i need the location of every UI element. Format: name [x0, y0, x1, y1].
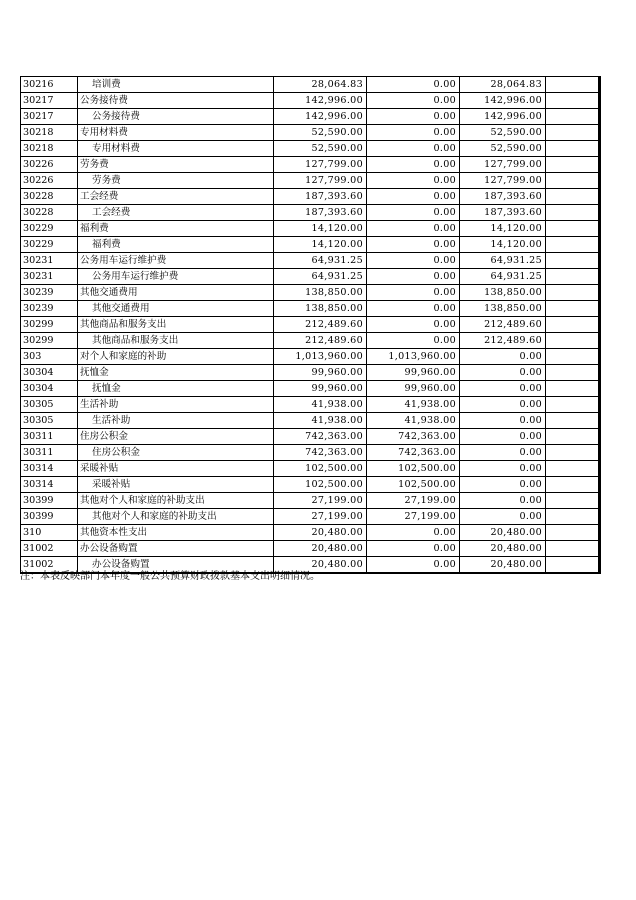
table-row — [21, 365, 600, 381]
row-code-cell: 30304 — [21, 381, 78, 397]
row-code-cell: 31002 — [21, 541, 78, 557]
row-empty-cell — [546, 333, 600, 349]
row-total-cell: 102,500.00 — [274, 461, 367, 477]
expenditure-table-sheet — [20, 76, 599, 574]
row-empty-cell — [546, 509, 600, 525]
row-public-cell: 127,799.00 — [460, 173, 546, 189]
row-total-cell: 742,363.00 — [274, 445, 367, 461]
row-public-cell: 0.00 — [460, 477, 546, 493]
row-empty-cell — [546, 237, 600, 253]
row-code-cell: 31002 — [21, 557, 78, 574]
row-empty-cell — [546, 349, 600, 365]
row-code-cell: 30229 — [21, 221, 78, 237]
row-basic-cell: 102,500.00 — [367, 477, 460, 493]
row-basic-cell: 0.00 — [367, 317, 460, 333]
table-row — [21, 125, 600, 141]
row-name-cell: 培训费 — [78, 77, 274, 93]
row-name-cell: 福利费 — [78, 221, 274, 237]
row-public-cell: 0.00 — [460, 509, 546, 525]
row-public-cell: 52,590.00 — [460, 141, 546, 157]
row-empty-cell — [546, 93, 600, 109]
table-row — [21, 317, 600, 333]
row-basic-cell: 0.00 — [367, 77, 460, 93]
row-total-cell: 138,850.00 — [274, 285, 367, 301]
row-total-cell: 64,931.25 — [274, 253, 367, 269]
row-public-cell: 20,480.00 — [460, 525, 546, 541]
row-empty-cell — [546, 109, 600, 125]
row-public-cell: 20,480.00 — [460, 557, 546, 574]
row-public-cell: 187,393.60 — [460, 205, 546, 221]
row-total-cell: 187,393.60 — [274, 189, 367, 205]
row-name-cell: 办公设备购置 — [78, 541, 274, 557]
row-total-cell: 28,064.83 — [274, 77, 367, 93]
row-basic-cell: 0.00 — [367, 237, 460, 253]
row-name-cell: 公务接待费 — [78, 93, 274, 109]
row-name-cell: 其他商品和服务支出 — [78, 317, 274, 333]
row-total-cell: 102,500.00 — [274, 477, 367, 493]
row-name-cell: 住房公积金 — [78, 429, 274, 445]
row-code-cell: 30239 — [21, 285, 78, 301]
row-basic-cell: 27,199.00 — [367, 509, 460, 525]
row-total-cell: 99,960.00 — [274, 365, 367, 381]
table-row — [21, 429, 600, 445]
row-public-cell: 127,799.00 — [460, 157, 546, 173]
row-public-cell: 212,489.60 — [460, 317, 546, 333]
row-public-cell: 52,590.00 — [460, 125, 546, 141]
table-row — [21, 509, 600, 525]
table-body — [21, 77, 600, 574]
row-public-cell: 28,064.83 — [460, 77, 546, 93]
row-empty-cell — [546, 413, 600, 429]
row-total-cell: 127,799.00 — [274, 173, 367, 189]
row-basic-cell: 0.00 — [367, 301, 460, 317]
row-basic-cell: 0.00 — [367, 109, 460, 125]
row-empty-cell — [546, 157, 600, 173]
row-basic-cell: 0.00 — [367, 333, 460, 349]
row-code-cell: 30217 — [21, 109, 78, 125]
row-public-cell: 142,996.00 — [460, 109, 546, 125]
row-basic-cell: 0.00 — [367, 557, 460, 574]
row-total-cell: 212,489.60 — [274, 317, 367, 333]
row-public-cell: 20,480.00 — [460, 541, 546, 557]
row-total-cell: 187,393.60 — [274, 205, 367, 221]
row-basic-cell: 0.00 — [367, 157, 460, 173]
row-code-cell: 30311 — [21, 429, 78, 445]
table-row — [21, 541, 600, 557]
row-total-cell: 142,996.00 — [274, 109, 367, 125]
table-row — [21, 93, 600, 109]
row-name-cell: 其他交通费用 — [78, 285, 274, 301]
row-empty-cell — [546, 493, 600, 509]
row-empty-cell — [546, 317, 600, 333]
row-basic-cell: 41,938.00 — [367, 413, 460, 429]
row-name-cell: 抚恤金 — [78, 381, 274, 397]
row-empty-cell — [546, 525, 600, 541]
row-empty-cell — [546, 189, 600, 205]
row-name-cell: 抚恤金 — [78, 365, 274, 381]
row-empty-cell — [546, 285, 600, 301]
table-footnote: 注：本表反映部门本年度一般公共预算财政拨款基本支出明细情况。 — [20, 571, 320, 582]
row-empty-cell — [546, 77, 600, 93]
row-empty-cell — [546, 397, 600, 413]
table-row — [21, 269, 600, 285]
row-total-cell: 27,199.00 — [274, 509, 367, 525]
row-total-cell: 138,850.00 — [274, 301, 367, 317]
row-public-cell: 0.00 — [460, 381, 546, 397]
row-code-cell: 30218 — [21, 125, 78, 141]
row-public-cell: 142,996.00 — [460, 93, 546, 109]
row-name-cell: 住房公积金 — [78, 445, 274, 461]
row-total-cell: 20,480.00 — [274, 541, 367, 557]
row-name-cell: 生活补助 — [78, 397, 274, 413]
row-public-cell: 212,489.60 — [460, 333, 546, 349]
table-row — [21, 493, 600, 509]
table-row — [21, 157, 600, 173]
row-empty-cell — [546, 253, 600, 269]
row-name-cell: 工会经费 — [78, 205, 274, 221]
row-empty-cell — [546, 141, 600, 157]
row-empty-cell — [546, 221, 600, 237]
row-name-cell: 其他商品和服务支出 — [78, 333, 274, 349]
row-code-cell: 30314 — [21, 461, 78, 477]
row-code-cell: 30229 — [21, 237, 78, 253]
table-row — [21, 285, 600, 301]
row-basic-cell: 0.00 — [367, 141, 460, 157]
row-name-cell: 采暖补贴 — [78, 461, 274, 477]
row-name-cell: 其他资本性支出 — [78, 525, 274, 541]
row-name-cell: 公务接待费 — [78, 109, 274, 125]
table-row — [21, 349, 600, 365]
row-code-cell: 30311 — [21, 445, 78, 461]
row-public-cell: 0.00 — [460, 429, 546, 445]
row-basic-cell: 41,938.00 — [367, 397, 460, 413]
table-row — [21, 205, 600, 221]
table-row — [21, 221, 600, 237]
table-row — [21, 525, 600, 541]
row-basic-cell: 0.00 — [367, 221, 460, 237]
row-total-cell: 142,996.00 — [274, 93, 367, 109]
row-code-cell: 303 — [21, 349, 78, 365]
row-public-cell: 0.00 — [460, 365, 546, 381]
row-basic-cell: 0.00 — [367, 541, 460, 557]
row-name-cell: 其他交通费用 — [78, 301, 274, 317]
row-code-cell: 30314 — [21, 477, 78, 493]
row-public-cell: 64,931.25 — [460, 253, 546, 269]
row-code-cell: 310 — [21, 525, 78, 541]
table-row — [21, 237, 600, 253]
row-name-cell: 劳务费 — [78, 157, 274, 173]
row-code-cell: 30399 — [21, 493, 78, 509]
table-row — [21, 141, 600, 157]
row-total-cell: 52,590.00 — [274, 125, 367, 141]
row-empty-cell — [546, 173, 600, 189]
row-empty-cell — [546, 125, 600, 141]
row-code-cell: 30239 — [21, 301, 78, 317]
table-row — [21, 381, 600, 397]
row-public-cell: 14,120.00 — [460, 221, 546, 237]
row-total-cell: 20,480.00 — [274, 557, 367, 574]
row-public-cell: 0.00 — [460, 493, 546, 509]
row-total-cell: 14,120.00 — [274, 237, 367, 253]
row-code-cell: 30216 — [21, 77, 78, 93]
row-basic-cell: 0.00 — [367, 189, 460, 205]
row-code-cell: 30305 — [21, 397, 78, 413]
row-code-cell: 30399 — [21, 509, 78, 525]
row-total-cell: 14,120.00 — [274, 221, 367, 237]
table-row — [21, 173, 600, 189]
row-basic-cell: 0.00 — [367, 525, 460, 541]
row-public-cell: 0.00 — [460, 397, 546, 413]
row-basic-cell: 742,363.00 — [367, 429, 460, 445]
row-code-cell: 30231 — [21, 253, 78, 269]
row-name-cell: 公务用车运行维护费 — [78, 253, 274, 269]
row-code-cell: 30217 — [21, 93, 78, 109]
row-empty-cell — [546, 381, 600, 397]
row-total-cell: 742,363.00 — [274, 429, 367, 445]
row-basic-cell: 0.00 — [367, 269, 460, 285]
table-row — [21, 109, 600, 125]
table-row — [21, 445, 600, 461]
row-total-cell: 20,480.00 — [274, 525, 367, 541]
table-row — [21, 253, 600, 269]
row-basic-cell: 99,960.00 — [367, 365, 460, 381]
row-total-cell: 212,489.60 — [274, 333, 367, 349]
row-code-cell: 30226 — [21, 157, 78, 173]
expenditure-detail-table — [20, 76, 601, 574]
row-total-cell: 27,199.00 — [274, 493, 367, 509]
row-code-cell: 30228 — [21, 205, 78, 221]
row-total-cell: 1,013,960.00 — [274, 349, 367, 365]
table-row — [21, 477, 600, 493]
row-code-cell: 30299 — [21, 333, 78, 349]
row-basic-cell: 99,960.00 — [367, 381, 460, 397]
row-code-cell: 30228 — [21, 189, 78, 205]
row-total-cell: 127,799.00 — [274, 157, 367, 173]
table-row — [21, 189, 600, 205]
table-row — [21, 461, 600, 477]
row-public-cell: 138,850.00 — [460, 285, 546, 301]
row-public-cell: 14,120.00 — [460, 237, 546, 253]
row-code-cell: 30305 — [21, 413, 78, 429]
row-name-cell: 专用材料费 — [78, 141, 274, 157]
row-name-cell: 对个人和家庭的补助 — [78, 349, 274, 365]
row-basic-cell: 0.00 — [367, 205, 460, 221]
row-name-cell: 办公设备购置 — [78, 557, 274, 574]
row-total-cell: 41,938.00 — [274, 397, 367, 413]
row-name-cell: 劳务费 — [78, 173, 274, 189]
row-total-cell: 99,960.00 — [274, 381, 367, 397]
row-code-cell: 30218 — [21, 141, 78, 157]
row-empty-cell — [546, 269, 600, 285]
row-basic-cell: 1,013,960.00 — [367, 349, 460, 365]
row-empty-cell — [546, 301, 600, 317]
row-basic-cell: 742,363.00 — [367, 445, 460, 461]
row-public-cell: 138,850.00 — [460, 301, 546, 317]
row-total-cell: 41,938.00 — [274, 413, 367, 429]
row-name-cell: 专用材料费 — [78, 125, 274, 141]
table-row — [21, 77, 600, 93]
row-empty-cell — [546, 541, 600, 557]
row-code-cell: 30304 — [21, 365, 78, 381]
row-basic-cell: 0.00 — [367, 285, 460, 301]
table-row — [21, 397, 600, 413]
row-code-cell: 30299 — [21, 317, 78, 333]
row-empty-cell — [546, 445, 600, 461]
row-basic-cell: 0.00 — [367, 173, 460, 189]
row-basic-cell: 0.00 — [367, 93, 460, 109]
row-basic-cell: 27,199.00 — [367, 493, 460, 509]
row-total-cell: 52,590.00 — [274, 141, 367, 157]
row-name-cell: 采暖补贴 — [78, 477, 274, 493]
row-public-cell: 0.00 — [460, 461, 546, 477]
row-name-cell: 公务用车运行维护费 — [78, 269, 274, 285]
row-public-cell: 0.00 — [460, 413, 546, 429]
row-public-cell: 64,931.25 — [460, 269, 546, 285]
row-empty-cell — [546, 365, 600, 381]
row-name-cell: 福利费 — [78, 237, 274, 253]
table-row — [21, 301, 600, 317]
row-name-cell: 其他对个人和家庭的补助支出 — [78, 493, 274, 509]
row-empty-cell — [546, 461, 600, 477]
row-basic-cell: 102,500.00 — [367, 461, 460, 477]
row-name-cell: 生活补助 — [78, 413, 274, 429]
row-public-cell: 0.00 — [460, 445, 546, 461]
row-basic-cell: 0.00 — [367, 125, 460, 141]
row-public-cell: 0.00 — [460, 349, 546, 365]
row-basic-cell: 0.00 — [367, 253, 460, 269]
row-code-cell: 30226 — [21, 173, 78, 189]
row-empty-cell — [546, 557, 600, 574]
table-row — [21, 413, 600, 429]
row-empty-cell — [546, 205, 600, 221]
row-empty-cell — [546, 429, 600, 445]
row-code-cell: 30231 — [21, 269, 78, 285]
row-empty-cell — [546, 477, 600, 493]
row-total-cell: 64,931.25 — [274, 269, 367, 285]
row-name-cell: 工会经费 — [78, 189, 274, 205]
row-name-cell: 其他对个人和家庭的补助支出 — [78, 509, 274, 525]
table-row — [21, 333, 600, 349]
row-public-cell: 187,393.60 — [460, 189, 546, 205]
